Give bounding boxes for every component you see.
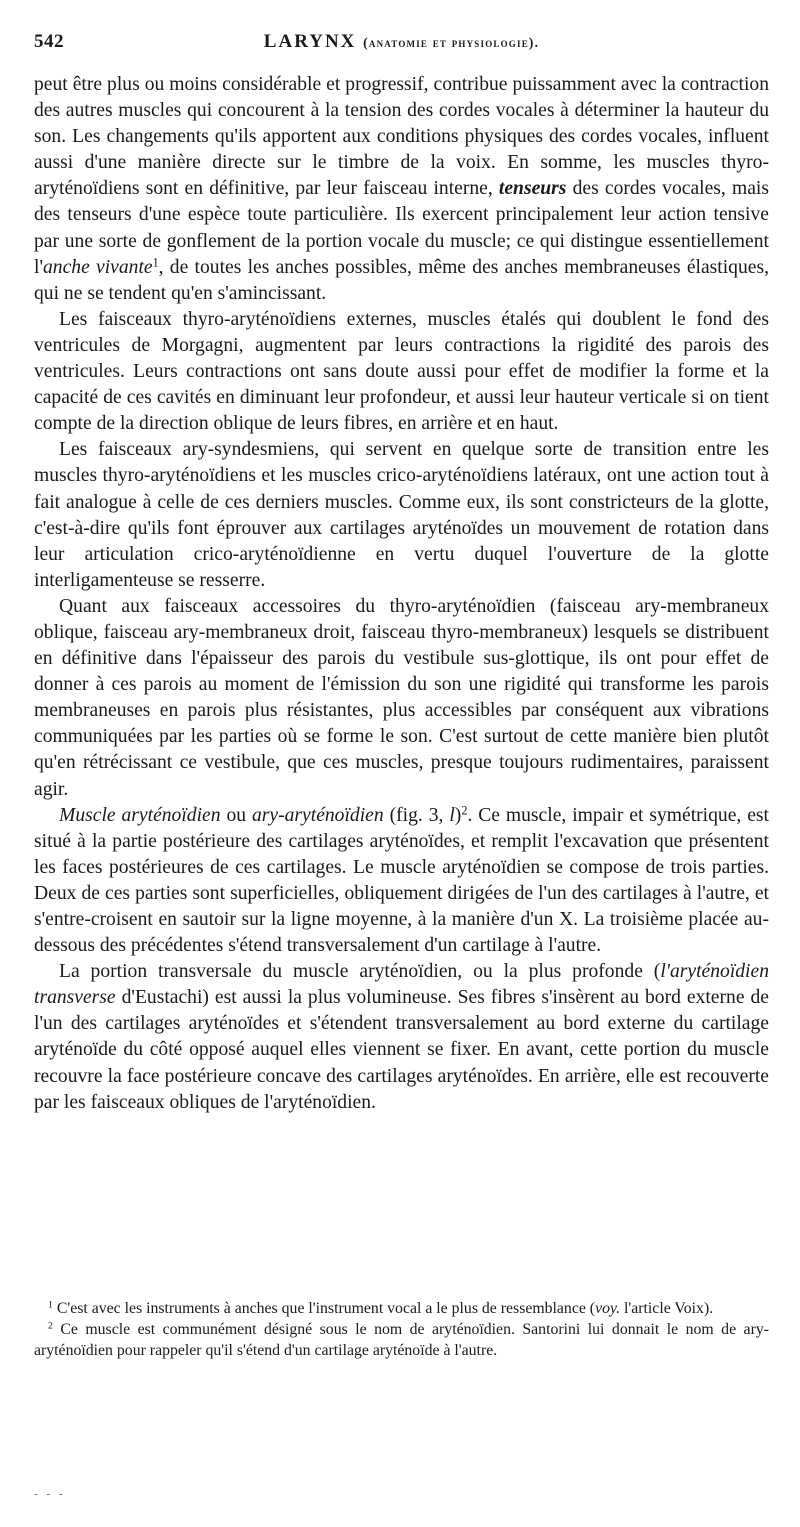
text-run: La portion transversale du muscle aryténoïdien, ou la plus profonde ( <box>59 961 661 983</box>
text-run: C'est avec les instruments à anches que l'instrument vocal a le plus de ressemblance ( <box>52 1300 596 1317</box>
paragraph <box>34 72 769 307</box>
emphasis-text: ary-aryténoïdien <box>251 804 384 826</box>
running-title-main: LARYNX <box>263 31 357 52</box>
paragraph <box>34 803 769 960</box>
text-run: ) <box>454 804 462 826</box>
footnote-ref: 1 <box>48 1299 53 1311</box>
text-run: Ce muscle est communément désigné sous le nom de aryténoïdien. Santorini lui donnait le nom de ary-aryténoïdien pour rappeler qu'il s'étend d'un cartilage aryténoïde à l'autre. <box>34 1321 769 1360</box>
text-run: des cordes vocales, mais des tenseurs d'une espèce toute particulière. Ils exercent principalement leur action tensive par une sorte de gonflement de la portion vocale du muscle; ce qui distingue essentiellement l' <box>34 178 769 278</box>
emphasis-text: anche vivante <box>42 256 153 278</box>
footnote-ref: 2 <box>48 1320 53 1332</box>
text-run: , de toutes les anches possibles, même des anches membraneuses élastiques, qui ne se tendent qu'en s'amincissant. <box>34 256 769 304</box>
paragraph <box>34 437 769 594</box>
text-run: l'article Voix). <box>620 1300 714 1317</box>
paragraph <box>34 959 769 1116</box>
text-run: Les faisceaux ary-syndesmiens, qui servent en quelque sorte de transition entre les muscles thyro-aryténoïdiens et les muscles crico-aryténoïdiens latéraux, ont une action tout à fait analogue à celle de ces derniers muscles. Comme eux, ils sont constricteurs de la glotte, c'est-à-dire qu'ils font éprouver aux cartilages aryténoïdes un mouvement de rotation dans leur articulation crico-aryténoïdienne en vertu duquel l'ouverture de la glotte interligamenteuse se resserre. <box>34 439 769 591</box>
body-text <box>34 72 769 1116</box>
footnote-ref: 2 <box>461 802 468 817</box>
emphasis-text: voy. <box>595 1300 621 1317</box>
text-run: Les faisceaux thyro-aryténoïdiens externes, muscles étalés qui doublent le fond des ventricules de Morgagni, augmentent par leurs contractions la rigidité des parois des ventricules. Leurs contractions ont sans doute aussi pour effet de modifier la forme et la capacité de ces cavités en diminuant leur profondeur, et aussi leur hauteur verticale si on tient compte de la direction oblique de leurs fibres, en arrière et en haut. <box>34 308 769 435</box>
paragraph <box>34 594 769 803</box>
text-run: Quant aux faisceaux accessoires du thyro-aryténoïdien (faisceau ary-membraneux oblique, faisceau ary-membraneux droit, faisceau thyro-membraneux) lesquels se distribuent en définitive dans l'épaisseur des parois du vestibule sus-glottique, ils ont pour effet de donner à ces parois au moment de l'émission du son une rigidité qui transforme les parois membraneuses en parois plus résistantes, plus accessibles par conséquent aux vibrations communiquées par les parties où se forme le son. C'est surtout de cette manière bien plutôt qu'en rétrécissant ce vestibule, que ces muscles, presque toujours rudimentaires, paraissent agir. <box>34 595 769 800</box>
text-run: . Ce muscle, impair et symétrique, est situé à la partie postérieure des cartilages aryténoïdes, et remplit l'excavation que présentent les faces postérieures de ces cartilages. Le muscle aryténoïdien se compose de trois parties. Deux de ces parties sont superficielles, obliquement dirigées de l'un des cartilages à l'autre, et s'entre-croisent en sautoir sur la ligne moyenne, à la manière d'un X. La troisième placée au-dessous des précédentes s'étend transversalement d'un cartilage à l'autre. <box>34 804 769 957</box>
text-run: ou <box>220 804 252 826</box>
emphasis-text: l'aryténoïdien transverse <box>34 961 769 1009</box>
page-number: 542 <box>34 31 64 52</box>
footnote <box>34 1319 769 1361</box>
text-run: d'Eustachi) est aussi la plus volumineuse. Ses fibres s'insèrent au bord externe de l'un des cartilages aryténoïdes et s'étendent transversalement au bord externe du cartilage aryténoïde du côté opposé auquel elles viennent se fixer. En avant, cette portion du muscle recouvre la face postérieure concave des cartilages aryténoïdes. En arrière, elle est recouverte par les faisceaux obliques de l'aryténoïdien. <box>34 987 769 1113</box>
running-title-subtitle: (anatomie et physiologie). <box>363 35 540 50</box>
footnote <box>34 1298 769 1319</box>
text-run: (fig. 3, <box>383 804 450 826</box>
emphasis-text: tenseurs <box>498 178 567 200</box>
footnote-ref: 1 <box>152 254 159 269</box>
text-run: peut être plus ou moins considérable et progressif, contribue puissamment avec la contraction des autres muscles qui concourent à la tension des cordes vocales à déterminer la hauteur du son. Les changements qu'ils apportent aux conditions physiques des cordes vocales, influent aussi d'une manière directe sur le timbre de la voix. En somme, les muscles thyro-aryténoïdiens sont en définitive, par leur faisceau interne, <box>34 74 769 200</box>
paragraph <box>34 307 769 437</box>
running-header <box>34 31 769 57</box>
emphasis-text: l <box>449 804 455 826</box>
footnotes <box>34 1298 769 1362</box>
running-title <box>34 31 769 53</box>
emphasis-text: Muscle aryténoïdien <box>59 804 221 826</box>
page-footer-rule: - - - <box>34 1488 66 1500</box>
